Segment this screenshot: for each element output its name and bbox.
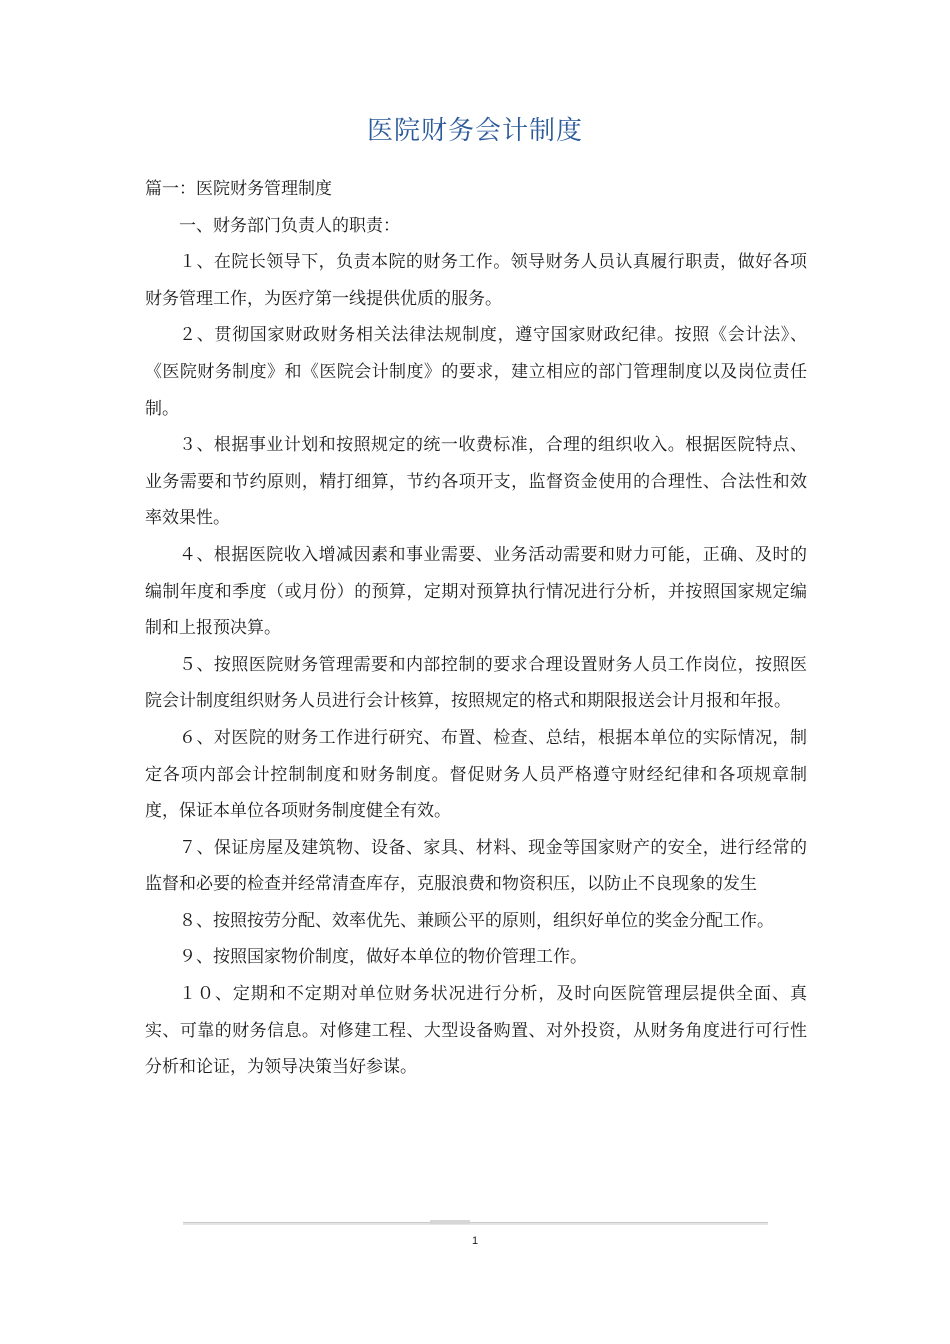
footer-divider-accent	[430, 1220, 470, 1224]
paragraph-item-3: ３、根据事业计划和按照规定的统一收费标准，合理的组织收入。根据医院特点、业务需要和节约原则，精打细算，节约各项开支，监督资金使用的合理性、合法性和效率效果性。	[145, 435, 807, 529]
paragraph-item-1: １、在院长领导下，负责本院的财务工作。领导财务人员认真履行职责，做好各项财务管理工作，为医疗第一线提供优质的服务。	[145, 252, 807, 309]
paragraph-item-4: ４、根据医院收入增减因素和事业需要、业务活动需要和财力可能，正确、及时的编制年度和季度（或月份）的预算，定期对预算执行情况进行分析，并按照国家规定编制和上报预决算。	[145, 544, 807, 639]
footer-divider	[183, 1222, 768, 1225]
section-heading: 篇一：医院财务管理制度	[145, 179, 332, 199]
paragraph-item-5: ５、按照医院财务管理需要和内部控制的要求合理设置财务人员工作岗位，按照医院会计制度组织财务人员进行会计核算，按照规定的格式和期限报送会计月报和年报。	[145, 654, 807, 712]
page-number: 1	[471, 1235, 479, 1247]
paragraph-item-8: ８、按照按劳分配、效率优先、兼顾公平的原则，组织好单位的奖金分配工作。	[179, 910, 774, 931]
paragraph-item-9: ９、按照国家物价制度，做好本单位的物价管理工作。	[179, 947, 587, 968]
paragraph-item-2: ２、贯彻国家财政财务相关法律法规制度，遵守国家财政纪律。按照《会计法》、《医院财务制度》和《医院会计制度》的要求，建立相应的部门管理制度以及岗位责任制。	[145, 325, 807, 419]
document-body	[145, 171, 807, 1086]
paragraph-item-6: ６、对医院的财务工作进行研究、布置、检查、总结，根据本单位的实际情况，制定各项内部会计控制制度和财务制度。督促财务人员严格遵守财经纪律和各项规章制度，保证本单位各项财务制度健全有效。	[145, 727, 807, 822]
paragraph-item-10: １０、定期和不定期对单位财务状况进行分析，及时向医院管理层提供全面、真实、可靠的财务信息。对修建工程、大型设备购置、对外投资，从财务角度进行可行性分析和论证，为领导决策当好参谋。	[145, 984, 807, 1078]
document-title: 医院财务会计制度	[366, 116, 583, 146]
subsection-heading: 一、财务部门负责人的职责：	[179, 215, 400, 236]
paragraph-item-7: ７、保证房屋及建筑物、设备、家具、材料、现金等国家财产的安全，进行经常的监督和必要的检查并经常清查库存，克服浪费和物资积压，以防止不良现象的发生	[145, 837, 807, 895]
